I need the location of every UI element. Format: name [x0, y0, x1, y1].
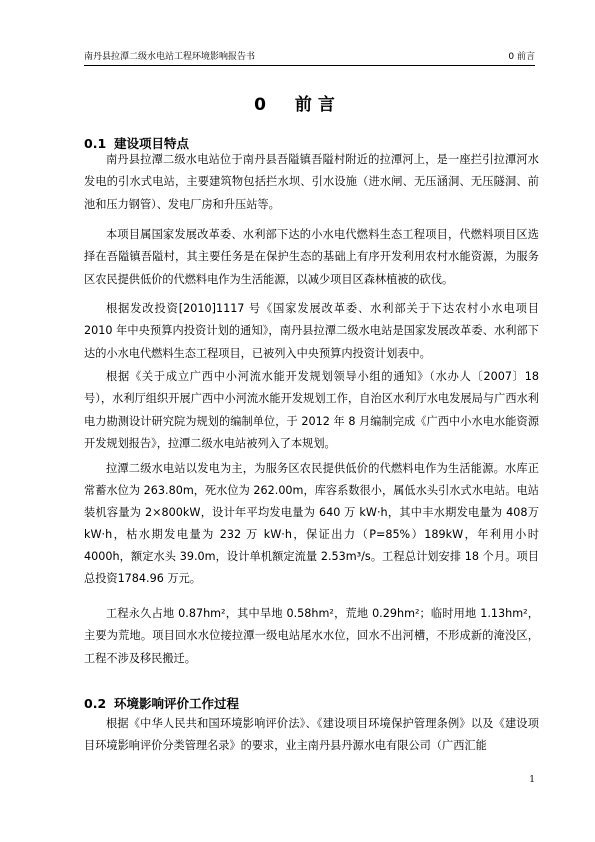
page-number: 1	[529, 775, 535, 785]
paragraph-6: 工程永久占地 0.87hm²，其中旱地 0.58hm²，荒地 0.29hm²；临时用地 1.13hm²，主要为荒地。项目回水水位接拉潭一级电站尾水水位，回水不出河槽，不形成新的淹没区，工程不涉及移民搬迁。	[84, 607, 539, 665]
paragraph-4: 根据《关于成立广西中小河流水能开发规划领导小组的通知》（水办人〔2007〕18号），水利厅组织开展广西中小河流水能开发规划工作，自治区水利厅水电发展局与广西水利电力勘测设计研究院为规划的编制单位，于 2012 年 8 月编制完成《广西中小水电水能资源开发规划报告》，拉潭二级水电站被列入了本规划。	[84, 370, 539, 450]
page-header	[84, 48, 535, 66]
paragraph-7: 根据《中华人民共和国环境影响评价法》、《建设项目环境保护管理条例》以及《建设项目环境影响评价分类管理名录》的要求，业主南丹县丹源水电有限公司（广西汇能	[84, 717, 539, 753]
paragraph-5: 拉潭二级水电站以发电为主，为服务区农民提供低价的代燃料电作为生活能源。水库正常蓄水位为 263.80m，死水位为 262.00m，库容系数很小，属低水头引水式水电站。电站装机容量为 2×800kW，设计年平均发电量为 640 万 kW·h，其中丰水期发电量为 408万 kW·h，枯水期发电量为 232 万 kW·h，保证出力（P=85%）189kW，年利用小时 4000h，额定水头 39.0m，设计单机额定流量 2.53m³/s。工程总计划安排 18 个月。项目总投资1784.96 万元。	[84, 462, 539, 585]
section-title: 建设项目特点	[114, 136, 190, 151]
section-heading-0-2	[84, 694, 239, 712]
section-number: 0.1	[84, 136, 107, 151]
paragraph-3: 根据发改投资[2010]1117 号《国家发展改革委、水利部关于下达农村小水电项目2010 年中央预算内投资计划的通知》，南丹县拉潭二级水电站是国家发展改革委、水利部下达的小水电代燃料生态工程项目，已被列入中央预算内投资计划表中。	[84, 302, 539, 360]
header-chapter-label: 0 前言	[508, 52, 535, 62]
paragraph-2: 本项目属国家发展改革委、水利部下达的小水电代燃料生态工程项目，代燃料项目区选择在吾隘镇吾隘村，其主要任务是在保护生态的基础上有序开发利用农村水能资源，为服务区农民提供低价的代燃料电作为生活能源，以减少项目区森林植被的砍伐。	[84, 228, 539, 286]
section-title: 环境影响评价工作过程	[114, 696, 240, 711]
paragraph-1: 南丹县拉潭二级水电站位于南丹县吾隘镇吾隘村附近的拉潭河上，是一座拦引拉潭河水发电的引水式电站，主要建筑物包括拦水坝、引水设施（进水闸、无压涵洞、无压隧洞、前池和压力钢管）、发电厂房和升压站等。	[84, 153, 539, 211]
header-document-title: 南丹县拉潭二级水电站工程环境影响报告书	[84, 52, 256, 62]
chapter-title: 0 前言	[254, 95, 341, 115]
section-number: 0.2	[84, 696, 107, 711]
